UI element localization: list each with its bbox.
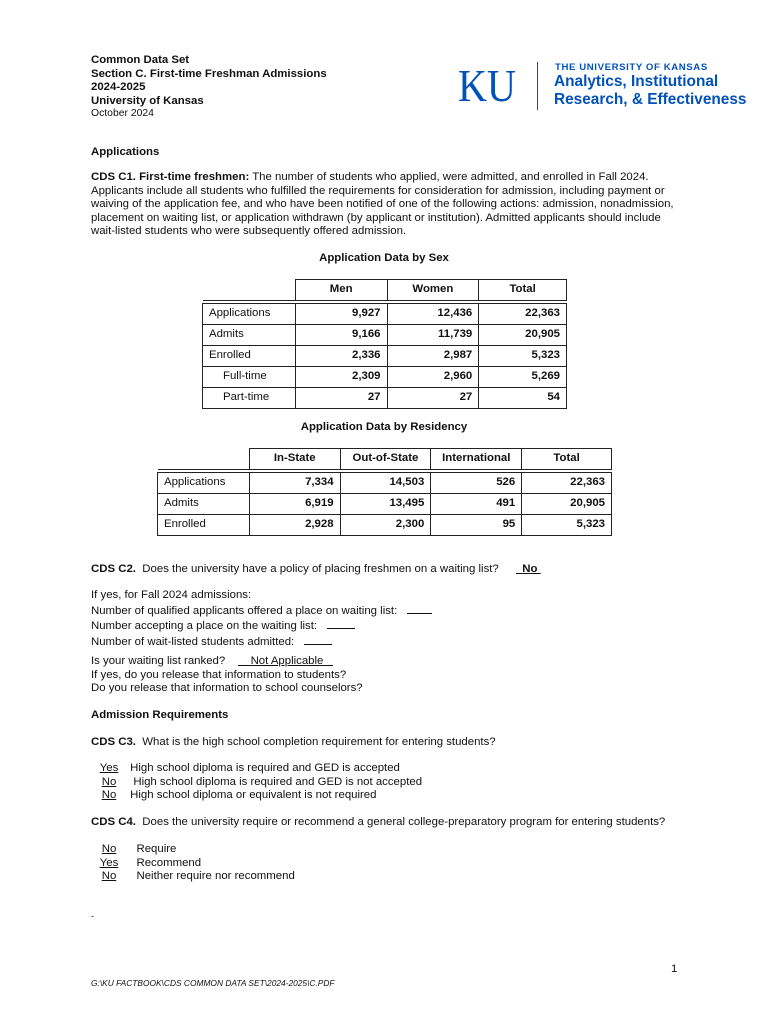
c4-option-answer: No: [101, 843, 117, 855]
c1-line: wait-listed students who were subsequently offered admission.: [91, 225, 407, 238]
table-row: [203, 388, 567, 409]
table-header-row: [158, 449, 612, 470]
c2-question: Does the university have a policy of placing freshmen on a waiting list?: [142, 563, 499, 575]
c4-label: CDS C4.: [91, 816, 136, 828]
table-row: [203, 367, 567, 388]
c2-ranked-line: Is your waiting list ranked? Not Applicable: [91, 655, 691, 669]
table-cell: 27: [387, 388, 479, 409]
column-header: Men: [295, 280, 387, 301]
table-cell: 54: [479, 388, 567, 409]
row-label: Admits: [158, 494, 250, 515]
c2-release-counselors: Do you release that information to school counselors?: [91, 682, 363, 695]
admission-requirements-heading: Admission Requirements: [91, 709, 229, 721]
table-cell: 2,309: [295, 367, 387, 388]
table-cell: 5,323: [479, 346, 567, 367]
table-cell: 22,363: [522, 473, 612, 494]
c1-line: Applicants include all students who fulfilled the requirements for consideration for admission, including payment or: [91, 184, 665, 197]
c2-admitted-blank[interactable]: [304, 634, 332, 645]
c2-question-line: [91, 563, 711, 577]
table-cell: 20,905: [479, 325, 567, 346]
header-date: October 2024: [91, 108, 154, 119]
column-header: Out-of-State: [340, 449, 431, 470]
table-sex-title: Application Data by Sex: [319, 252, 449, 264]
table-row: [203, 325, 567, 346]
table-residency-title: Application Data by Residency: [300, 421, 468, 433]
c2-ranked-answer: Not Applicable: [250, 655, 324, 667]
c4-option: No Require: [91, 843, 691, 857]
header-title: Common Data Set: [91, 54, 190, 66]
row-label: Applications: [158, 473, 250, 494]
table-application-by-sex: [202, 279, 567, 409]
c2-answer: No: [522, 563, 538, 575]
document-header: [91, 54, 327, 108]
table-cell: 2,960: [387, 367, 479, 388]
c3-option: No High school diploma is required and GED is not accepted: [91, 776, 691, 790]
column-header: International: [431, 449, 522, 470]
c2-ranking-details: [91, 655, 691, 696]
table-cell: 9,166: [295, 325, 387, 346]
table-cell: 6,919: [249, 494, 340, 515]
c3-question: What is the high school completion requirement for entering students?: [142, 736, 496, 748]
c1-label: CDS C1. First-time freshmen:: [91, 171, 250, 183]
table-cell: 27: [295, 388, 387, 409]
table-application-by-residency: [157, 448, 612, 536]
table-row: [203, 304, 567, 325]
c2-release-students: If yes, do you release that information to students?: [91, 668, 347, 681]
table-cell: 491: [431, 494, 522, 515]
column-header: In-State: [249, 449, 340, 470]
c1-intro: The number of students who applied, were admitted, and enrolled in Fall 2024.: [249, 171, 649, 183]
row-label: Applications: [203, 304, 296, 325]
table-cell: 12,436: [387, 304, 479, 325]
c4-question-line: [91, 816, 665, 830]
c2-offered-blank[interactable]: [407, 603, 432, 614]
table-cell: 20,905: [522, 494, 612, 515]
c1-line: placement on waiting list, or application withdrawn (by applicant or institution). Admitted applicants should include: [91, 211, 661, 224]
logo-department: [554, 73, 746, 109]
header-institution: University of Kansas: [91, 94, 204, 107]
table-header-row: [203, 280, 567, 301]
c4-question: Does the university require or recommend a general college-preparatory program for entering students?: [142, 816, 666, 828]
c4-option-answer: Yes: [99, 856, 119, 869]
c3-label: CDS C3.: [91, 736, 136, 748]
c3-option-answer: No: [101, 775, 117, 788]
row-label: Part-time: [203, 388, 296, 409]
c2-accepting-blank[interactable]: [327, 618, 355, 629]
table-row: [158, 515, 612, 536]
logo-divider: [537, 62, 538, 110]
applications-heading: Applications: [91, 146, 160, 158]
table-row: [158, 473, 612, 494]
table-cell: 2,336: [295, 346, 387, 367]
table-cell: 2,987: [387, 346, 479, 367]
c1-line: waiving of the application fee, and who have been notified of one of the following actions: admission, nonadmission,: [91, 198, 674, 211]
table-cell: 2,300: [340, 515, 431, 536]
table-row: [158, 494, 612, 515]
header-section: Section C. First-time Freshman Admissions: [91, 67, 327, 80]
c2-admitted-line: Number of wait-listed students admitted:: [91, 634, 691, 650]
c2-waitlist-details: [91, 589, 691, 649]
logo-department-line1: Analytics, Institutional: [554, 73, 719, 90]
c4-options: [91, 843, 691, 884]
c2-accepting-line: Number accepting a place on the waiting list:: [91, 618, 691, 634]
table-cell: 5,323: [522, 515, 612, 536]
table-cell: 95: [431, 515, 522, 536]
table-cell: 9,927: [295, 304, 387, 325]
table-row: [203, 346, 567, 367]
c3-option: Yes High school diploma is required and GED is accepted: [91, 762, 691, 776]
c4-option: No Neither require nor recommend: [91, 870, 691, 884]
header-year: 2024-2025: [91, 81, 146, 94]
ku-logo-mark: [456, 60, 520, 108]
column-header: Total: [522, 449, 612, 470]
c4-option: Yes Recommend: [91, 857, 691, 871]
table-cell: 5,269: [479, 367, 567, 388]
c4-option-answer: No: [101, 870, 117, 883]
table-cell: 2,928: [249, 515, 340, 536]
row-label: Full-time: [203, 367, 296, 388]
c1-paragraph: [91, 171, 691, 239]
table-cell: 13,495: [340, 494, 431, 515]
c3-option: No High school diploma or equivalent is not required: [91, 789, 691, 803]
c2-offered-line: Number of qualified applicants offered a place on waiting list:: [91, 603, 691, 619]
logo-university: THE UNIVERSITY OF KANSAS: [555, 62, 708, 73]
table-cell: 7,334: [249, 473, 340, 494]
row-label: Enrolled: [203, 346, 296, 367]
ku-logo-text: KU: [458, 60, 516, 108]
column-header: Women: [387, 280, 479, 301]
logo-department-line2: Research, & Effectiveness: [554, 91, 747, 108]
table-cell: 14,503: [340, 473, 431, 494]
c3-option-answer: No: [101, 789, 117, 802]
row-label: Enrolled: [158, 515, 250, 536]
table-cell: 22,363: [479, 304, 567, 325]
table-cell: 526: [431, 473, 522, 494]
page-number: 1: [671, 963, 678, 975]
column-header: Total: [479, 280, 567, 301]
footer-file-path: G:\KU FACTBOOK\CDS COMMON DATA SET\2024-2025\C.PDF: [91, 978, 335, 988]
c3-options: [91, 762, 691, 803]
c3-question-line: [91, 736, 496, 750]
row-label: Admits: [203, 325, 296, 346]
footer-dash: -: [91, 911, 94, 921]
c2-label: CDS C2.: [91, 563, 136, 575]
c3-option-answer: Yes: [99, 762, 119, 774]
table-cell: 11,739: [387, 325, 479, 346]
c2-if-yes: If yes, for Fall 2024 admissions:: [91, 589, 252, 601]
